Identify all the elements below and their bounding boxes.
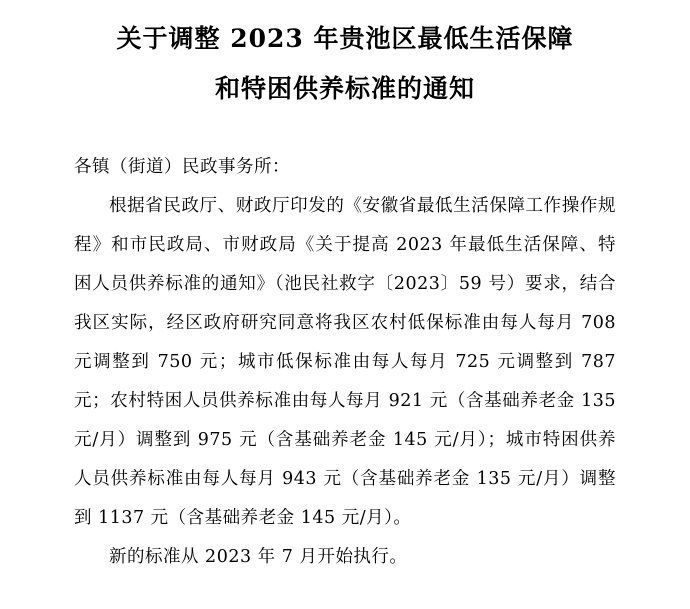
salutation: 各镇（街道）民政事务所：: [74, 157, 290, 177]
page-title: [0, 0, 690, 114]
body-paragraph-1: 根据省民政厅、财政厅印发的《安徽省最低生活保障工作操作规程》和市民政局、市财政局《关于提高 2023 年最低生活保障、特困人员供养标准的通知》（池民社救字〔2023〕59 号）要求，结合我区实际，经区政府研究同意将我区农村低保标准由每人每月 708 元调整到 750 元；城市低保标准由每人每月 725 元调整到 787 元；农村特困人员供养标准由每人每月 921 元（含基础养老金 135 元/月）调整到 975 元（含基础养老金 145 元/月）；城市特困供养人员供养标准由每人每月 943 元（含基础养老金 135 元/月）调整到 1137 元（含基础养老金 145 元/月）。: [74, 196, 616, 528]
body-paragraph-2: 新的标准从 2023 年 7 月开始执行。: [109, 547, 408, 567]
page-title-line-1: 关于调整 2023 年贵池区最低生活保障: [116, 24, 574, 53]
document-body: [0, 148, 690, 577]
page-title-line-2: 和特困供养标准的通知: [214, 74, 475, 103]
